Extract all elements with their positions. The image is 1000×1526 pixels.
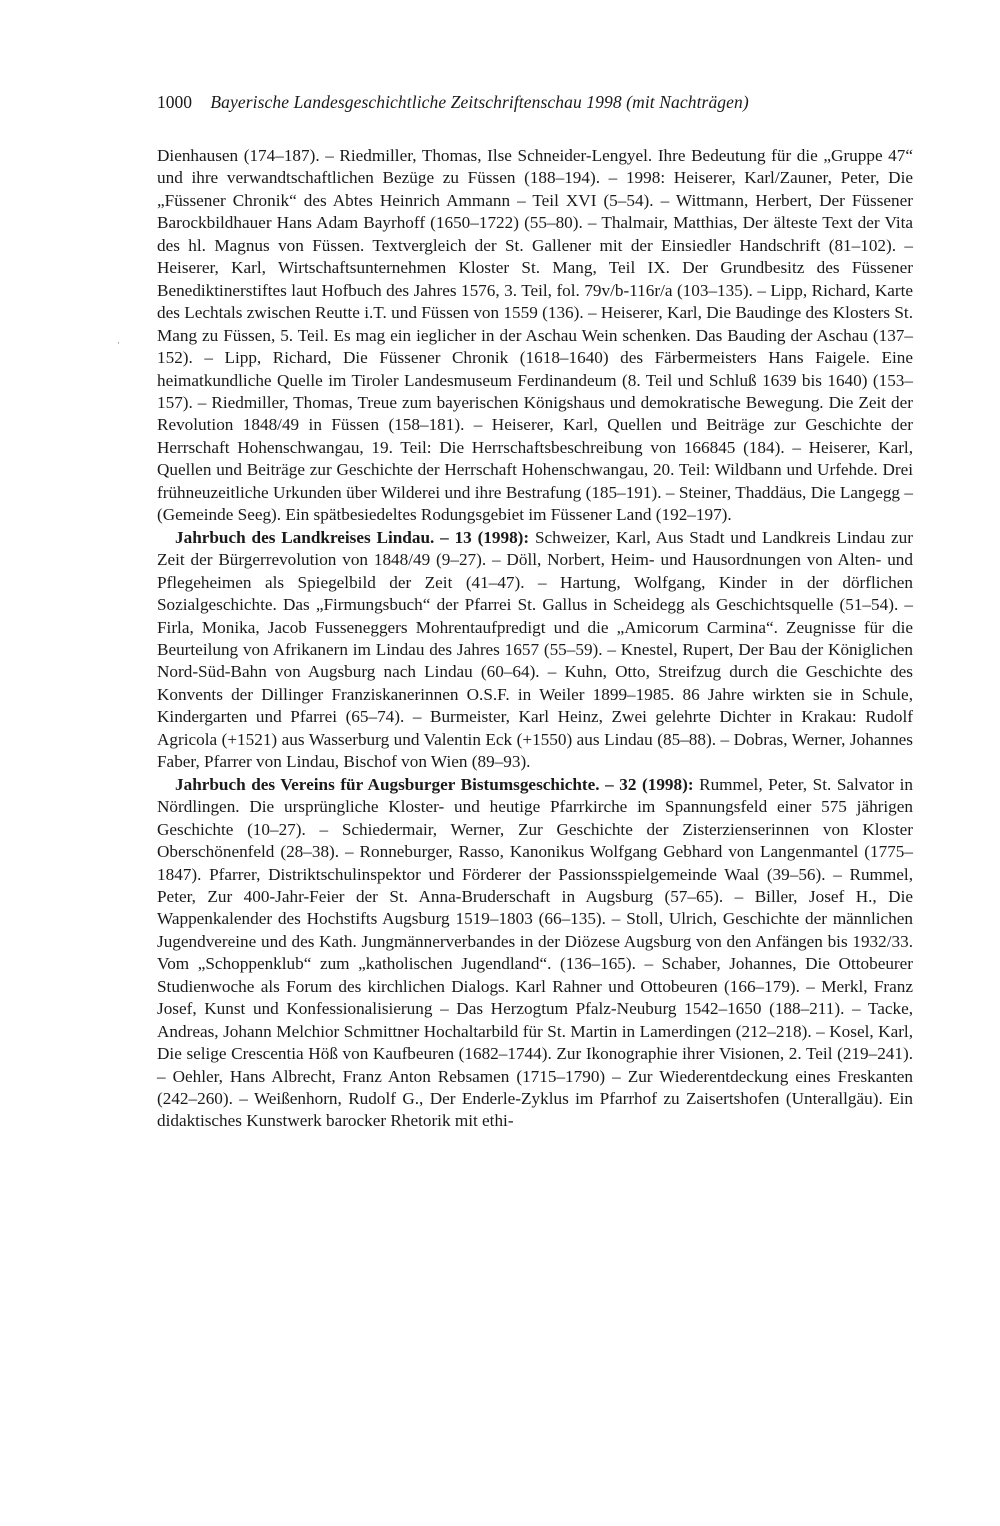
page-number: 1000 xyxy=(157,92,192,112)
paragraph-entry-augsburg xyxy=(157,774,913,1133)
entry-heading: Jahrbuch des Landkreises Lindau. xyxy=(175,527,435,547)
paragraph-text: Schweizer, Karl, Aus Stadt und Landkreis Lindau zur Zeit der Bürgerrevolution von 1848/49 (9–27). – Döll, Norbert, Heim- und Hausordnungen von Alten- und Pflegeheimen als Spiegelbild der Zeit (41–47). – Hartung, Wolfgang, Kinder in der dörflichen Sozialgeschichte. Das „Firmungsbuch“ der Pfarrei St. Gallus in Scheidegg als Geschichtsquelle (51–54). – Firla, Monika, Jacob Fusseneggers Mohrentaufpredigt und die „Amicorum Carmina“. Zeugnisse für die Beurteilung von Afrikanern im Lindau des Jahres 1657 (55–59). – Knestel, Rupert, Der Bau der Königlichen Nord-Süd-Bahn von Augsburg nach Lindau (60–64). – Kuhn, Otto, Streifzug durch die Geschichte des Konvents der Dillinger Franziskanerinnen O.S.F. in Weiler 1899–1985. 86 Jahre wirkten sie in Schule, Kindergarten und Pfarrei (65–74). – Burmeister, Karl Heinz, Zwei gelehrte Dichter in Krakau: Rudolf Agricola (+1521) aus Wasserburg und Valentin Eck (+1550) aus Lindau (85–88). – Dobras, Werner, Johannes Faber, Pfarrer von Lindau, Bischof von Wien (89–93). xyxy=(157,527,913,772)
entry-volume: – 32 (1998): xyxy=(605,774,694,794)
entry-volume: – 13 (1998): xyxy=(440,527,530,547)
entry-heading: Jahrbuch des Vereins für Augsburger Bistumsgeschichte. xyxy=(175,774,600,794)
body-text xyxy=(157,145,913,1133)
running-head xyxy=(157,90,857,114)
paragraph-entry-lindau xyxy=(157,527,913,774)
journal-title: Bayerische Landesgeschichtliche Zeitschriftenschau 1998 (mit Nachträgen) xyxy=(210,92,749,112)
paragraph-text: Rummel, Peter, St. Salvator in Nördlingen. Die ursprüngliche Kloster- und heutige Pfarrkirche im Spannungsfeld einer 575 jährigen Geschichte (10–27). – Schiedermair, Werner, Zur Geschichte der Zisterzienserinnen von Kloster Oberschönenfeld (28–38). – Ronneburger, Rasso, Kanonikus Wolfgang Gebhard von Langenmantel (1775–1847). Pfarrer, Distriktschulinspektor und Förderer der Passionsspielgemeinde Waal (39–56). – Rummel, Peter, Zur 400-Jahr-Feier der St. Anna-Bruderschaft in Augsburg (57–65). – Biller, Josef H., Die Wappenkalender des Hochstifts Augsburg 1519–1803 (66–135). – Stoll, Ulrich, Geschichte der männlichen Jugendvereine und des Kath. Jungmännerverbandes in der Diözese Augsburg von den Anfängen bis 1932/33. Vom „Schoppenklub“ zum „katholischen Jugendland“. (136–165). – Schaber, Johannes, Die Ottobeurer Studienwoche als Forum des kirchlichen Dialogs. Karl Rahner und Ottobeuren (166–179). – Merkl, Franz Josef, Kunst und Konfessionalisierung – Das Herzogtum Pfalz-Neuburg 1542–1650 (188–211). – Tacke, Andreas, Johann Melchior Schmittner Hochaltarbild für St. Martin in Lamerdingen (212–218). – Kosel, Karl, Die selige Crescentia Höß von Kaufbeuren (1682–1744). Zur Ikonographie ihrer Visionen, 2. Teil (219–241). – Oehler, Hans Albrecht, Franz Anton Rebsamen (1715–1790) – Zur Wiederentdeckung eines Freskanten (242–260). – Weißenhorn, Rudolf G., Der Enderle-Zyklus im Pfarrhof zu Zaisertshofen (Unterallgäu). Ein didaktisches Kunstwerk barocker Rhetorik mit ethi- xyxy=(157,774,914,1131)
paragraph-text: Dienhausen (174–187). – Riedmiller, Thomas, Ilse Schneider-Lengyel. Ihre Bedeutung für die „Gruppe 47“ und ihre verwandtschaftlichen Bezüge zu Füssen (188–194). – 1998: Heiserer, Karl/Zauner, Peter, Die „Füssener Chronik“ des Abtes Heinrich Ammann – Teil XVI (5–54). – Wittmann, Herbert, Der Füssener Barockbildhauer Hans Adam Bayrhoff (1650–1722) (55–80). – Thalmair, Matthias, Der älteste Text der Vita des hl. Magnus von Füssen. Textvergleich der St. Gallener mit der Einsiedler Handschrift (81–102). – Heiserer, Karl, Wirtschaftsunternehmen Kloster St. Mang, Teil IX. Der Grundbesitz des Füssener Benediktinerstiftes laut Hofbuch des Jahres 1576, 3. Teil, fol. 79v/b-116r/a (103–135). – Lipp, Richard, Karte des Lechtals zwischen Reutte i.T. und Füssen von 1559 (136). – Heiserer, Karl, Die Baudinge des Klosters St. Mang zu Füssen, 5. Teil. Es mag ein ieglicher in der Aschau Wein schenken. Das Bauding der Aschau (137–152). – Lipp, Richard, Die Füssener Chronik (1618–1640) des Färbermeisters Hans Faigele. Eine heimatkundliche Quelle im Tiroler Landesmuseum Ferdinandeum (8. Teil und Schluß 1639 bis 1640) (153–157). – Riedmiller, Thomas, Treue zum bayerischen Königshaus und demokratische Bewegung. Die Zeit der Revolution 1848/49 in Füssen (158–181). – Heiserer, Karl, Quellen und Beiträge zur Geschichte der Herrschaft Hohenschwangau, 19. Teil: Die Herrschaftsbeschreibung von 166845 (184). – Heiserer, Karl, Quellen und Beiträge zur Geschichte der Herrschaft Hohenschwangau, 20. Teil: Wildbann und Urfehde. Drei frühneuzeitliche Urkunden über Wilderei und ihre Bestrafung (185–191). – Steiner, Thaddäus, Die Langegg – (Gemeinde Seeg). Ein spätbesiedeltes Rodungsgebiet im Füssener Land (192–197). xyxy=(157,146,913,525)
paragraph-continuation xyxy=(157,145,913,527)
margin-mark: · xyxy=(117,338,120,348)
